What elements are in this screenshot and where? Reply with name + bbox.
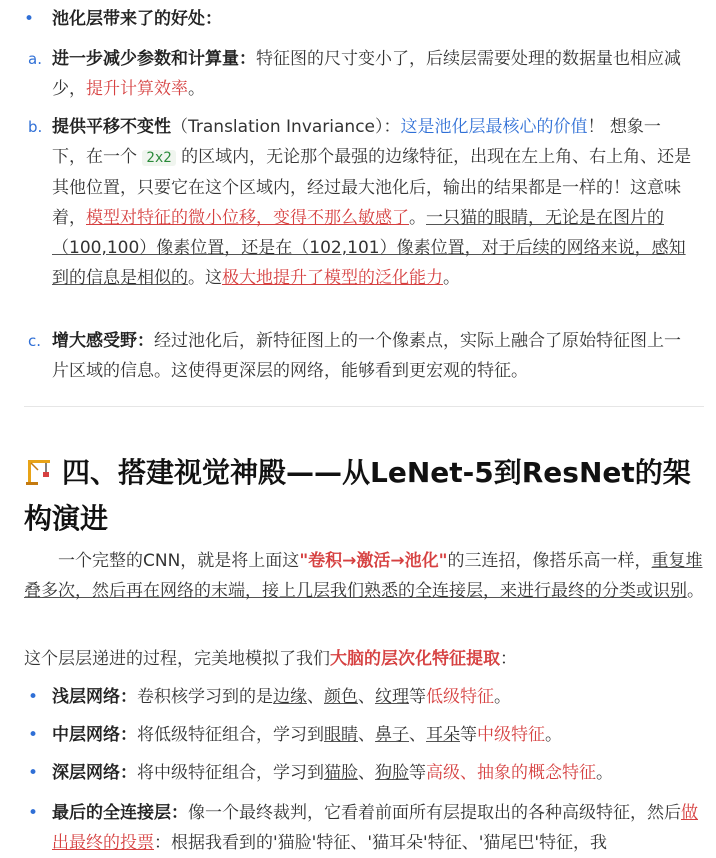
item-text: 卷积核学习到的是 [137,687,273,707]
item-red: 高级、抽象的概念特征 [426,763,596,783]
item-text: 将中级特征组合，学习到 [137,763,324,783]
item-title: 提供平移不变性 [52,117,171,137]
section-title: 四、搭建视觉神殿——从LeNet-5到ResNet的架构演进 [24,456,691,535]
item-text: 经过池化后，新特征图上的一个像素点，实际上融合了原始特征图上一片区域的信息。这使得更深层的网络，能够看到更宏观的特征。 [52,331,681,381]
item-underlined: 纹理 [375,687,409,707]
item-red: 做出最终的投票 [52,803,698,853]
item-underlined: 边缘 [273,687,307,707]
item-text: 。 [443,268,460,288]
item-underlined: 颜色 [324,687,358,707]
divider [24,406,704,407]
item-red: 低级特征 [426,687,494,707]
item-title: 中层网络： [52,725,137,745]
item-text: 。这 [188,268,222,288]
item-title: 最后的全连接层： [52,803,188,823]
paragraph-cnn [24,546,704,606]
bullet-dot: • [28,725,39,745]
item-end: 。 [188,79,205,99]
section-heading [24,450,704,542]
item-text: 特征图的尺寸变小了，后续层需要处理的数据量也相应减少， [52,49,681,99]
bullet-dot: • [28,803,39,823]
list-item-middle [28,720,702,750]
item-text: 的区域内，无论那个最强的边缘特征，出现在左上角、右上角、还是其他位置，只要它在这个区域内，经过最大池化后，输出的结果都是一样的！这意味着， [52,147,692,228]
item-blue-text: 这是池化层最核心的价值 [400,117,588,137]
inline-code: 2x2 [142,150,175,166]
list-marker: a. [28,50,42,68]
item-red-text: 模型对特征的微小位移，变得不那么敏感了 [86,208,409,228]
para-bold-red: "卷积→激活→池化" [299,551,448,571]
item-text: 、 [358,763,375,783]
bullet-dot: • [28,763,39,783]
para-underlined: 重复堆叠多次，然后再在网络的末端，接上几层我们熟悉的全连接层，来进行最终的分类或识别 [24,551,703,601]
list-item-deep [28,758,702,788]
para-text: ： [500,649,517,669]
construction-crane-icon [24,456,54,486]
bullet-pool-title: 池化层带来了的好处： [52,9,222,29]
list-item-b [28,112,692,293]
item-title: 进一步减少参数和计算量： [52,49,256,69]
item-underlined: 眼睛 [324,725,358,745]
list-item-a [28,44,692,104]
item-title: 深层网络： [52,763,137,783]
paragraph-hierarchy [24,644,704,674]
item-text: 。 [494,687,511,707]
item-text: 。 [409,208,426,228]
item-text: 等 [460,725,477,745]
item-text: 、 [409,725,426,745]
list-marker: c. [28,332,42,350]
list-item-c [28,326,692,386]
item-text: 等 [409,763,426,783]
item-text: 。 [545,725,562,745]
item-underlined: 耳朵 [426,725,460,745]
item-title: 浅层网络： [52,687,137,707]
item-text: 、 [358,687,375,707]
item-text: （Translation Invariance）： [171,117,401,137]
item-title: 增大感受野： [52,331,154,351]
item-text: ！ 想象一下，在一个 [52,117,661,167]
para-red-bold: 大脑的层次化特征提取 [330,649,500,669]
item-text: 、 [358,725,375,745]
para-text: 这个层层递进的过程，完美地模拟了我们 [24,649,330,669]
item-underlined: 狗脸 [375,763,409,783]
bullet-dot: • [24,9,35,29]
item-text: 将低级特征组合，学习到 [137,725,324,745]
item-text: 。 [596,763,613,783]
item-red-text: 极大地提升了模型的泛化能力 [222,268,443,288]
item-underlined-text: 一只猫的眼睛，无论是在图片的（100,100）像素位置，还是在（102,101）像素位置，对于后续的网络来说，感知到的信息是相似的 [52,208,686,288]
para-text: 。 [687,581,704,601]
item-underlined: 猫脸 [324,763,358,783]
item-text: ：根据我看到的'猫脸'特征、'猫耳朵'特征、'猫尾巴'特征，我 [154,833,608,853]
item-text: 、 [307,687,324,707]
list-item-fc [28,798,702,858]
item-text: 等 [409,687,426,707]
para-text: 一个完整的CNN，就是将上面这 [58,551,300,571]
item-underlined: 鼻子 [375,725,409,745]
list-marker: b. [28,118,43,136]
bullet-dot: • [28,687,39,707]
item-highlight: 提升计算效率 [86,79,188,99]
item-text: 像一个最终裁判，它看着前面所有层提取出的各种高级特征，然后 [188,803,681,823]
para-text: 的三连招，像搭乐高一样， [447,551,652,571]
item-red: 中级特征 [477,725,545,745]
list-item-shallow [28,682,702,712]
